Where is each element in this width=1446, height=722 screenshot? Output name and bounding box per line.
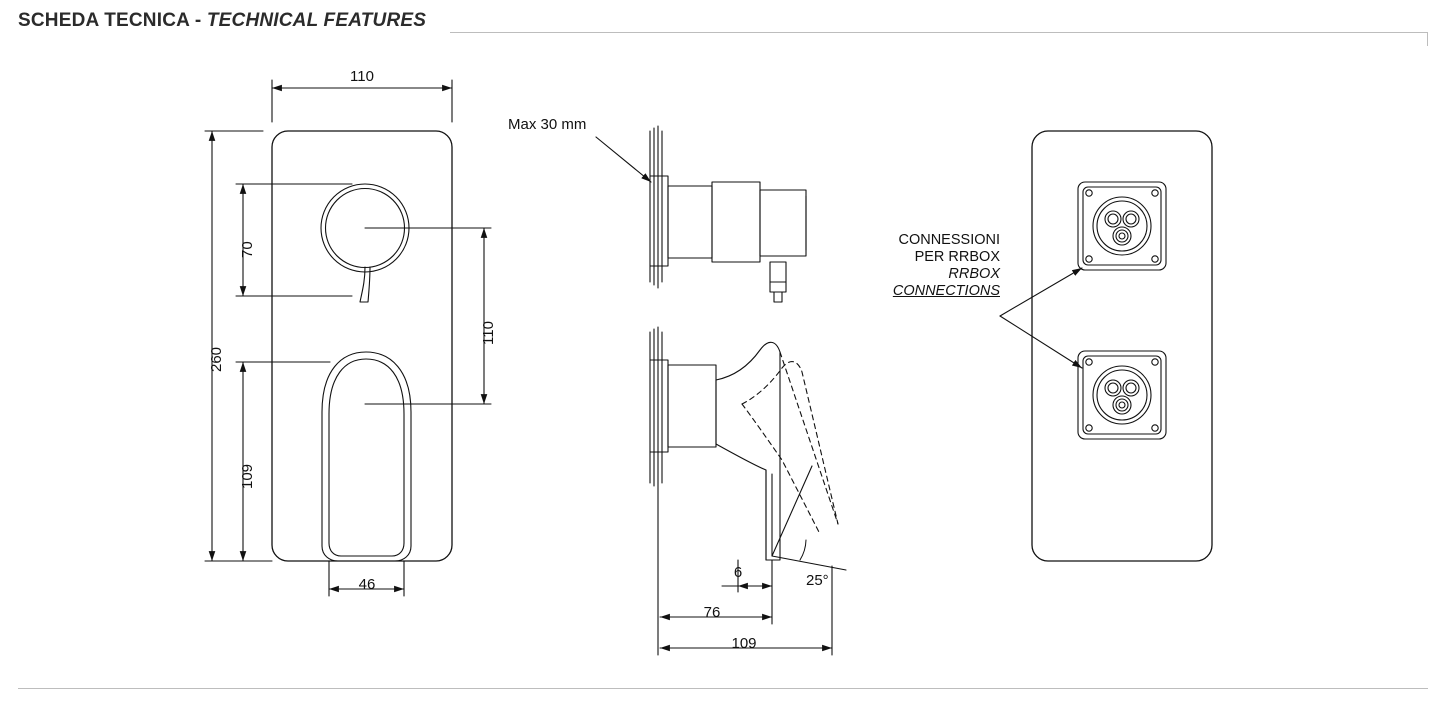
dimension-bottom-control bbox=[236, 362, 330, 561]
note-line-rrbox: RRBOX bbox=[948, 266, 1000, 282]
dimension-plate-width bbox=[272, 80, 452, 122]
label-control-spacing: 110 bbox=[480, 321, 497, 345]
page-title-main: SCHEDA TECNICA bbox=[18, 10, 190, 31]
label-lever-projection: 6 bbox=[733, 564, 743, 581]
rrbox-connections-note bbox=[824, 232, 1000, 300]
dimension-top-control bbox=[236, 184, 352, 296]
label-bottom-control-center: 109 bbox=[239, 463, 256, 489]
back-view-connection-bottom bbox=[1078, 351, 1166, 439]
label-body-depth: 76 bbox=[703, 604, 721, 621]
label-total-depth: 109 bbox=[731, 635, 757, 652]
back-view-note-leaders bbox=[1000, 268, 1082, 368]
front-view-mixer-lever bbox=[322, 352, 411, 561]
label-plate-height: 260 bbox=[208, 346, 225, 372]
page-title-italic: TECHNICAL FEATURES bbox=[206, 10, 427, 31]
label-lever-width: 46 bbox=[358, 576, 376, 593]
note-line-per-rrbox: PER RRBOX bbox=[914, 249, 1000, 265]
front-view-plate bbox=[272, 131, 452, 561]
side-view-bottom bbox=[650, 327, 846, 570]
back-view-plate bbox=[1032, 131, 1212, 561]
label-top-control-center: 70 bbox=[239, 241, 256, 258]
label-plate-width: 110 bbox=[350, 68, 374, 85]
label-lever-angle: 25° bbox=[806, 572, 829, 589]
page-title-separator: - bbox=[194, 10, 202, 31]
note-line-connections: CONNECTIONS bbox=[892, 283, 1000, 299]
label-max-30mm: Max 30 mm bbox=[508, 116, 587, 133]
front-view-diverter-knob bbox=[321, 184, 409, 302]
note-line-connessioni: CONNESSIONI bbox=[898, 232, 1000, 248]
callout-max-30mm-leader bbox=[596, 137, 651, 182]
side-view-top bbox=[650, 126, 806, 302]
dimension-control-spacing bbox=[365, 228, 491, 404]
back-view-connection-top bbox=[1078, 182, 1166, 270]
